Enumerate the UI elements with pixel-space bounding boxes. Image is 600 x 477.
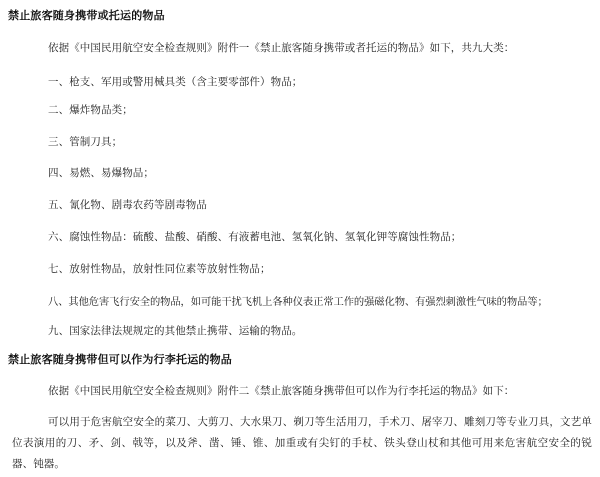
section-intro-prohibited: 依据《中国民用航空安全检查规则》附件一《禁止旅客随身携带或者托运的物品》如下，共九大类： [48,42,515,54]
section-heading-prohibited: 禁止旅客随身携带或托运的物品 [8,9,165,22]
list-item: 二、爆炸物品类； [48,104,133,116]
list-item: 六、腐蚀性物品：硫酸、盐酸、硝酸、有液蓄电池、氢氧化钠、氢氧化钾等腐蚀性物品； [48,231,462,243]
list-item: 五、氰化物、剧毒农药等剧毒物品 [48,199,207,211]
list-item: 八、其他危害飞行安全的物品，如可能干扰飞机上各种仪表正常工作的强磁化物、有强烈刺激性气味的物品等； [48,296,548,308]
list-item: 七、放射性物品，放射性同位素等放射性物品； [48,263,271,275]
list-item: 四、易燃、易爆物品； [48,167,154,179]
list-item: 一、枪支、军用或警用械具类（含主要零部件）物品； [48,76,303,88]
list-item: 九、国家法律法规规定的其他禁止携带、运输的物品。 [48,325,303,337]
list-item: 三、管制刀具； [48,136,123,148]
section-heading-checked-baggage: 禁止旅客随身携带但可以作为行李托运的物品 [8,353,232,366]
checked-baggage-paragraph: 可以用于危害航空安全的菜刀、大剪刀、大水果刀、剃刀等生活用刀，手术刀、屠宰刀、雕刻刀等专业刀具，文艺单位表演用的刀、矛、剑、戟等，以及斧、凿、锤、锥、加重或有尖钉的手杖、铁头登山杖和其他可用来危害航空安全的锐器、钝器。 [12,416,592,470]
section-intro-checked-baggage: 依据《中国民用航空安全检查规则》附件二《禁止旅客随身携带但可以作为行李托运的物品》如下： [48,385,515,397]
